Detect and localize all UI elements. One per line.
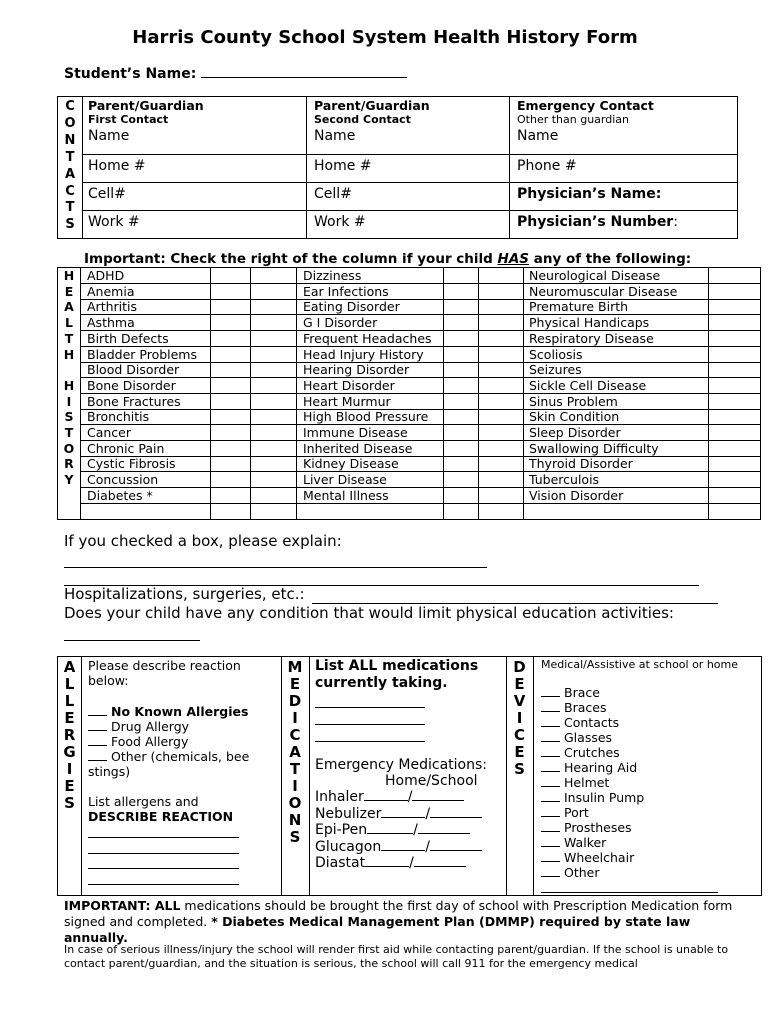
device-label: Wheelchair xyxy=(564,850,635,865)
device-label: Glasses xyxy=(564,730,613,745)
allergy-option[interactable] xyxy=(88,749,268,779)
form-title: Harris County School System Health History Form xyxy=(132,27,638,48)
side-letter: L xyxy=(65,315,73,331)
health-condition: Premature Birth xyxy=(529,299,629,314)
contact-field-label: Home # xyxy=(314,158,372,174)
devices-side-label xyxy=(506,659,533,778)
contact-field-label: Name xyxy=(88,128,130,144)
home-school-label: Home/School xyxy=(385,773,478,789)
explain-line-1[interactable] xyxy=(64,567,487,568)
contact-column-header: Emergency Contact xyxy=(517,98,654,113)
allergy-option-label: Drug Allergy xyxy=(111,719,190,734)
health-condition: Heart Murmur xyxy=(303,394,391,409)
emergency-medications-label: Emergency Medications: xyxy=(315,757,487,773)
devices-heading: Medical/Assistive at school or home xyxy=(541,658,739,671)
side-letter: V xyxy=(513,692,526,710)
device-label: Braces xyxy=(564,700,607,715)
contact-field-label: Work # xyxy=(88,214,140,230)
emergency-medication-item[interactable] xyxy=(315,806,482,822)
health-condition: High Blood Pressure xyxy=(303,409,429,424)
medications-heading: List ALL medications currently taking. xyxy=(315,658,479,691)
device-item[interactable] xyxy=(541,760,637,775)
home-field[interactable] xyxy=(364,789,408,801)
health-condition: Physical Handicaps xyxy=(529,315,650,330)
health-condition: Liver Disease xyxy=(303,472,387,487)
health-condition: Head Injury History xyxy=(303,347,424,362)
checkbox-blank[interactable] xyxy=(88,750,107,761)
home-field[interactable] xyxy=(381,839,425,851)
allergies-medications-devices-table xyxy=(57,656,762,896)
checkbox-blank[interactable] xyxy=(541,761,560,772)
allergen-list-label: List allergens and xyxy=(88,794,199,809)
contact-field-label: Physician’s Name: xyxy=(517,186,662,202)
side-letter: T xyxy=(65,200,75,216)
medication-line[interactable] xyxy=(315,707,425,708)
side-letter: N xyxy=(288,811,302,829)
side-letter: S xyxy=(289,828,301,846)
checkbox-blank[interactable] xyxy=(541,701,560,712)
explain-label: If you checked a box, please explain: xyxy=(64,532,342,550)
school-field[interactable] xyxy=(412,789,464,801)
checkbox-blank[interactable] xyxy=(541,746,560,757)
side-letter: I xyxy=(66,393,72,409)
side-letter: A xyxy=(63,658,76,676)
contact-field[interactable] xyxy=(88,128,129,144)
side-letter: E xyxy=(64,777,75,795)
allergen-line[interactable] xyxy=(88,868,239,869)
health-condition: Seizures xyxy=(529,362,582,377)
school-field[interactable] xyxy=(418,822,470,834)
checkbox-blank[interactable] xyxy=(541,836,560,847)
student-name-row xyxy=(64,64,407,82)
emergency-medication-label: Nebulizer xyxy=(315,805,382,822)
device-item[interactable] xyxy=(541,820,632,835)
health-condition: Asthma xyxy=(87,315,135,330)
health-condition: Chronic Pain xyxy=(87,441,165,456)
checkbox-blank[interactable] xyxy=(541,851,560,862)
slash: / xyxy=(409,855,414,871)
device-item[interactable] xyxy=(541,715,619,730)
home-field[interactable] xyxy=(367,822,413,834)
hospitalizations-label: Hospitalizations, surgeries, etc.: xyxy=(64,585,305,603)
contact-field-label: Name xyxy=(314,128,356,144)
checkbox-blank[interactable] xyxy=(541,776,560,787)
checkbox-blank[interactable] xyxy=(541,731,560,742)
medication-line[interactable] xyxy=(315,741,425,742)
device-label: Port xyxy=(564,805,589,820)
side-letter: E xyxy=(64,283,74,299)
checkbox-blank[interactable] xyxy=(541,686,560,697)
device-item[interactable] xyxy=(541,850,634,865)
health-history-side-label xyxy=(58,268,80,488)
health-condition: Bladder Problems xyxy=(87,347,197,362)
health-condition: Eating Disorder xyxy=(303,299,400,314)
device-item[interactable] xyxy=(541,730,612,745)
device-label: Contacts xyxy=(564,715,620,730)
side-letter: H xyxy=(63,268,75,283)
emergency-medication-label: Epi-Pen xyxy=(315,822,368,838)
contact-field[interactable] xyxy=(314,128,355,144)
device-label: Hearing Aid xyxy=(564,760,638,775)
home-field[interactable] xyxy=(381,806,425,818)
side-letter: D xyxy=(288,692,302,710)
health-condition: Inherited Disease xyxy=(303,441,413,456)
health-condition: Kidney Disease xyxy=(303,456,399,471)
side-letter: A xyxy=(64,166,76,182)
contact-field[interactable] xyxy=(88,186,126,202)
checkbox-blank[interactable] xyxy=(541,866,560,877)
side-letter: I xyxy=(292,709,298,727)
contact-field-label: Physician’s Number xyxy=(517,214,674,230)
checkbox-blank[interactable] xyxy=(541,806,560,817)
device-item[interactable] xyxy=(541,865,600,880)
device-label: Brace xyxy=(564,685,600,700)
contact-field-label: Work # xyxy=(314,214,366,230)
health-condition: Bone Disorder xyxy=(87,378,176,393)
side-letter: C xyxy=(513,726,525,744)
device-label: Crutches xyxy=(564,745,620,760)
health-condition: Thyroid Disorder xyxy=(529,456,633,471)
allergy-option[interactable] xyxy=(88,719,268,734)
health-condition: Respiratory Disease xyxy=(529,331,654,346)
device-item[interactable] xyxy=(541,775,609,790)
side-letter: R xyxy=(64,456,74,472)
health-condition: Blood Disorder xyxy=(87,362,180,377)
side-letter: E xyxy=(514,675,525,693)
health-condition: Swallowing Difficulty xyxy=(529,441,659,456)
contact-field[interactable] xyxy=(314,214,366,230)
checkbox-blank[interactable] xyxy=(541,821,560,832)
slash: / xyxy=(425,838,430,855)
side-letter: D xyxy=(513,658,526,676)
medication-notice: IMPORTANT: ALL medications should be brought the first day of school with Prescription Medication form signed and completed. * Diabetes Medical Management Plan (DMMP) required by state law annually. xyxy=(64,898,733,945)
health-condition: Neurological Disease xyxy=(529,268,661,283)
school-field[interactable] xyxy=(430,806,482,818)
health-instructions: Important: Check the right of the column if your child HAS any of the following: xyxy=(84,251,692,267)
contact-field[interactable] xyxy=(88,214,140,230)
contact-field-label: Cell# xyxy=(88,186,126,202)
emergency-medication-label: Glucagon xyxy=(315,838,382,855)
allergy-option-label: Food Allergy xyxy=(111,734,189,749)
side-letter xyxy=(67,362,71,378)
side-letter: A xyxy=(64,299,74,315)
allergen-line[interactable] xyxy=(88,853,239,854)
contact-field[interactable] xyxy=(314,186,352,202)
health-condition: Arthritis xyxy=(87,299,138,314)
health-condition: Frequent Headaches xyxy=(303,331,432,346)
health-condition: Immune Disease xyxy=(303,425,408,440)
side-letter: S xyxy=(65,217,75,233)
health-condition: Cystic Fibrosis xyxy=(87,456,176,471)
health-condition: Anemia xyxy=(87,284,135,299)
side-letter: N xyxy=(64,132,76,148)
device-label: Other xyxy=(564,865,600,880)
health-history-table xyxy=(57,267,761,520)
health-condition: Bone Fractures xyxy=(87,394,181,409)
health-condition: Ear Infections xyxy=(303,284,389,299)
health-condition: Hearing Disorder xyxy=(303,362,410,377)
side-letter: O xyxy=(64,115,76,131)
health-condition: Vision Disorder xyxy=(529,488,624,503)
side-letter: I xyxy=(66,760,73,778)
slash: / xyxy=(425,805,431,822)
contact-field[interactable] xyxy=(314,158,372,174)
describe-reaction-label: DESCRIBE REACTION xyxy=(88,809,234,824)
side-letter: C xyxy=(289,726,301,744)
emergency-medication-label: Inhaler xyxy=(315,789,364,805)
contact-field-label: Cell# xyxy=(314,186,352,202)
side-letter: O xyxy=(288,794,302,812)
contact-field[interactable] xyxy=(88,158,146,174)
device-label: Walker xyxy=(564,835,607,850)
contact-column-subheader: First Contact xyxy=(88,113,169,126)
side-letter: T xyxy=(289,760,301,778)
health-condition: Bronchitis xyxy=(87,409,150,424)
side-letter: C xyxy=(65,99,75,114)
side-letter: T xyxy=(65,149,75,165)
device-item[interactable] xyxy=(541,835,606,850)
health-condition: Mental Illness xyxy=(303,488,389,503)
health-condition: Concussion xyxy=(87,472,159,487)
emergency-medication-item[interactable] xyxy=(315,789,464,805)
side-letter: S xyxy=(64,409,74,425)
contact-field[interactable] xyxy=(517,158,577,174)
student-name-label: Student’s Name: xyxy=(64,66,197,82)
health-condition: Scoliosis xyxy=(529,347,583,362)
side-letter: T xyxy=(64,425,74,441)
checkbox-blank[interactable] xyxy=(541,791,560,802)
device-item[interactable] xyxy=(541,805,589,820)
contact-field-label: Name xyxy=(517,128,559,144)
side-letter: G xyxy=(63,743,76,761)
contacts-table xyxy=(57,96,738,239)
contact-field-label: Phone # xyxy=(517,158,577,174)
side-letter: T xyxy=(64,330,74,346)
side-letter: E xyxy=(289,675,301,693)
emergency-medication-item[interactable] xyxy=(315,822,470,838)
side-letter: R xyxy=(63,726,76,744)
health-condition: G I Disorder xyxy=(303,315,378,330)
device-item[interactable] xyxy=(541,685,600,700)
allergy-option-label: Other (chemicals, bee stings) xyxy=(88,749,250,779)
slash: / xyxy=(413,822,418,838)
side-letter: S xyxy=(64,794,75,812)
side-letter: H xyxy=(63,346,75,362)
contact-field-label: Home # xyxy=(88,158,146,174)
emergency-notice: In case of serious illness/injury the school will render first aid while contacting parent/guardian. If the school is unable to contact parent/guardian, and the situation is serious, the school will call 911 for the emergency medical xyxy=(64,943,729,970)
side-letter: H xyxy=(63,377,75,393)
health-condition: Heart Disorder xyxy=(303,378,395,393)
side-letter: I xyxy=(516,709,523,727)
contact-column-subheader: Second Contact xyxy=(314,113,411,126)
side-letter: M xyxy=(287,658,303,676)
contact-column-header: Parent/Guardian xyxy=(88,98,204,113)
health-condition: Dizziness xyxy=(303,268,362,283)
slash: / xyxy=(407,789,413,805)
side-letter: L xyxy=(64,675,75,693)
emergency-medication-item[interactable] xyxy=(315,855,466,871)
side-letter: L xyxy=(64,692,75,710)
contact-field[interactable] xyxy=(517,186,661,202)
health-condition: Tuberculois xyxy=(529,472,600,487)
pe-condition-line[interactable] xyxy=(64,640,200,641)
checkbox-blank[interactable] xyxy=(88,720,107,731)
contact-field-colon: : xyxy=(673,214,678,230)
checkbox-blank[interactable] xyxy=(541,716,560,727)
health-condition: Sickle Cell Disease xyxy=(529,378,647,393)
school-field[interactable] xyxy=(430,839,482,851)
health-condition: Sleep Disorder xyxy=(529,425,621,440)
allergies-side-label xyxy=(58,659,81,812)
contact-column-header: Parent/Guardian xyxy=(314,98,430,113)
device-item[interactable] xyxy=(541,790,644,805)
health-condition: Birth Defects xyxy=(87,331,169,346)
device-label: Helmet xyxy=(564,775,610,790)
side-letter: S xyxy=(514,760,525,778)
health-condition: Cancer xyxy=(87,425,132,440)
side-letter: E xyxy=(64,709,75,727)
contacts-side-label xyxy=(58,99,82,234)
allergen-line[interactable] xyxy=(88,837,239,838)
student-name-field[interactable] xyxy=(201,64,407,78)
device-item[interactable] xyxy=(541,745,620,760)
side-letter: O xyxy=(63,440,75,456)
health-condition: Diabetes * xyxy=(87,488,153,503)
home-field[interactable] xyxy=(365,855,409,867)
contact-field[interactable] xyxy=(517,128,558,144)
device-label: Prostheses xyxy=(564,820,632,835)
allergy-intro: Please describe reaction below: xyxy=(88,658,241,688)
side-letter: E xyxy=(514,743,525,761)
side-letter: A xyxy=(289,743,301,761)
emergency-medication-label: Diastat xyxy=(315,855,366,871)
side-letter: I xyxy=(292,777,298,795)
contact-column-subheader: Other than guardian xyxy=(517,113,629,126)
allergy-option[interactable] xyxy=(88,734,268,749)
pe-condition-label: Does your child have any condition that would limit physical education activities: xyxy=(64,604,674,622)
allergen-line[interactable] xyxy=(88,884,239,885)
device-label: Insulin Pump xyxy=(564,790,645,805)
side-letter: C xyxy=(65,183,75,199)
medications-side-label xyxy=(281,659,309,846)
checkbox-blank[interactable] xyxy=(88,735,107,746)
no-known-allergies-option[interactable]: No Known Allergies xyxy=(88,704,278,719)
health-condition: Skin Condition xyxy=(529,409,620,424)
emergency-medication-item[interactable] xyxy=(315,839,482,855)
contact-field[interactable] xyxy=(517,214,678,230)
side-letter: Y xyxy=(64,472,74,488)
device-item[interactable] xyxy=(541,700,606,715)
devices-other-line[interactable] xyxy=(541,892,718,893)
school-field[interactable] xyxy=(414,855,466,867)
health-condition: Neuromuscular Disease xyxy=(529,284,678,299)
medication-line[interactable] xyxy=(315,724,425,725)
health-condition: ADHD xyxy=(87,268,125,283)
health-condition: Sinus Problem xyxy=(529,394,618,409)
